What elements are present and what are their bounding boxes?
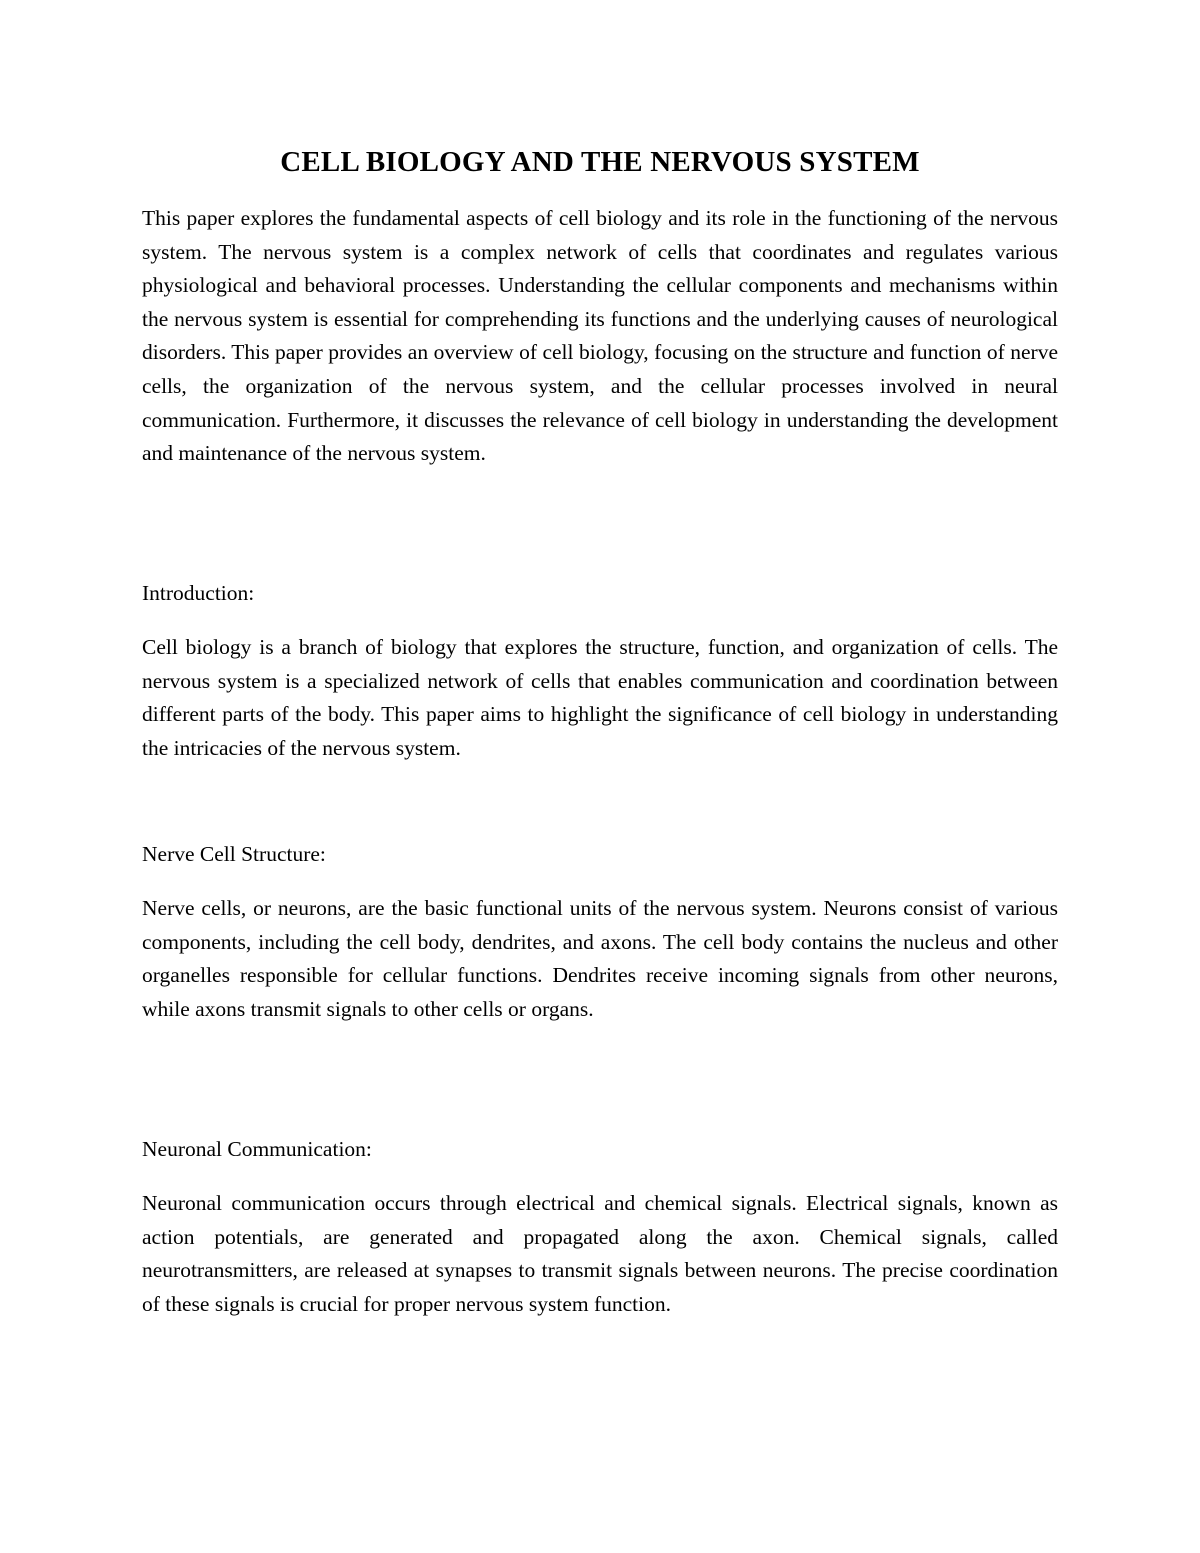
section-heading-neuronal-communication: Neuronal Communication: (142, 1137, 372, 1161)
section-body-introduction: Cell biology is a branch of biology that explores the structure, function, and organization of cells. The nervous system is a specialized network of cells that enables communication and coordination between different parts of the body. This paper aims to highlight the significance of cell biology in understanding the intricacies of the nervous system. (142, 635, 1058, 760)
section-body-neuronal-communication: Neuronal communication occurs through electrical and chemical signals. Electrical signals, known as action potentials, are generated and propagated along the axon. Chemical signals, called neurotransmitters, are released at synapses to transmit signals between neurons. The precise coordination of these signals is crucial for proper nervous system function. (142, 1191, 1058, 1316)
section-heading-nerve-cell-structure: Nerve Cell Structure: (142, 842, 326, 866)
section-heading-introduction: Introduction: (142, 581, 255, 605)
document-title: CELL BIOLOGY AND THE NERVOUS SYSTEM (280, 146, 920, 178)
abstract-paragraph: This paper explores the fundamental aspects of cell biology and its role in the functioning of the nervous system. The nervous system is a complex network of cells that coordinates and regulates various physiological and behavioral processes. Understanding the cellular components and mechanisms within the nervous system is essential for comprehending its functions and the underlying causes of neurological disorders. This paper provides an overview of cell biology, focusing on the structure and function of nerve cells, the organization of the nervous system, and the cellular processes involved in neural communication. Furthermore, it discusses the relevance of cell biology in understanding the development and maintenance of the nervous system. (142, 206, 1058, 466)
section-body-nerve-cell-structure: Nerve cells, or neurons, are the basic functional units of the nervous system. Neurons consist of various components, including the cell body, dendrites, and axons. The cell body contains the nucleus and other organelles responsible for cellular functions. Dendrites receive incoming signals from other neurons, while axons transmit signals to other cells or organs. (142, 896, 1058, 1021)
